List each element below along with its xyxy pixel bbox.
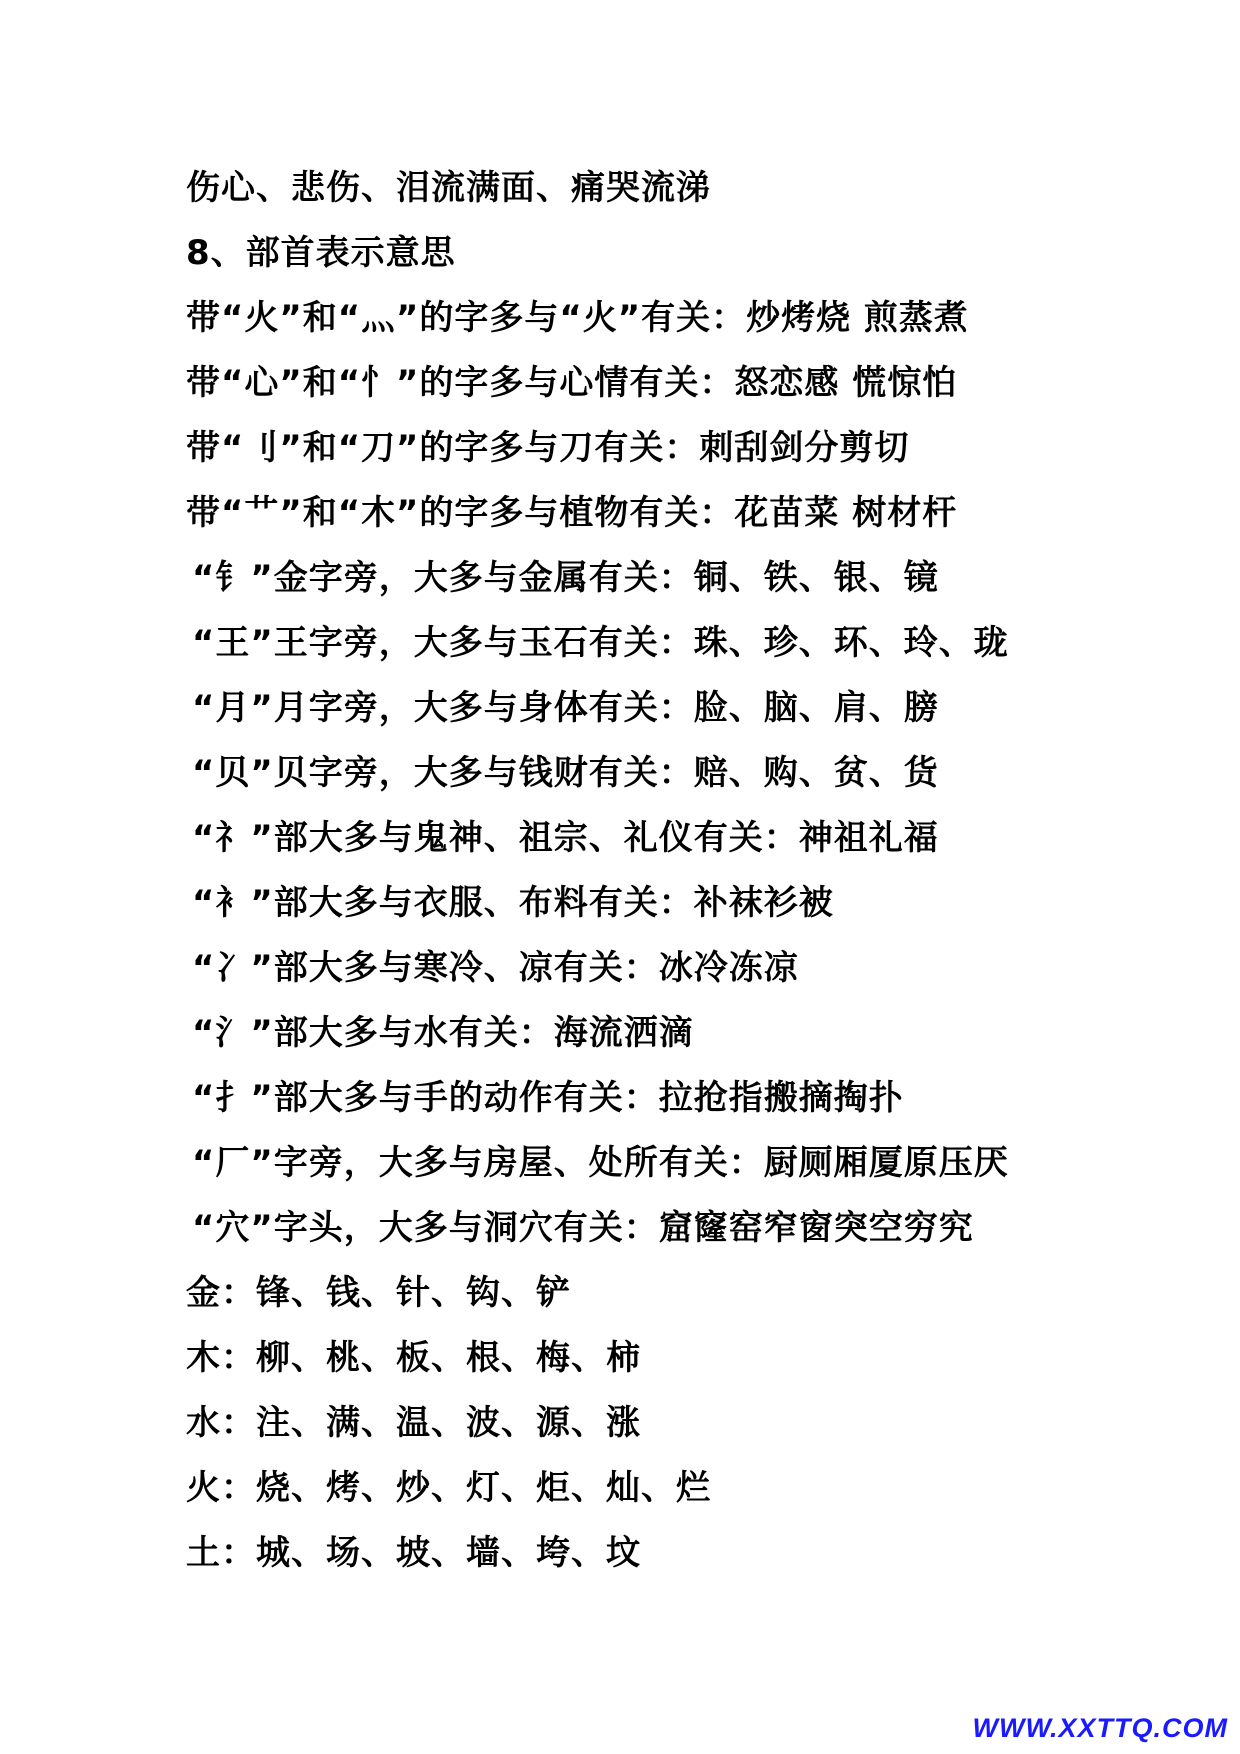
text-line: 带“刂”和“刀”的字多与刀有关：刺刮剑分剪切 bbox=[186, 428, 910, 468]
text-line: 火：烧、烤、炒、灯、炬、灿、烂 bbox=[186, 1468, 711, 1508]
text-line: “月”月字旁，大多与身体有关：脸、脑、肩、膀 bbox=[192, 688, 939, 728]
text-line: “厂”字旁，大多与房屋、处所有关：厨厕厢厦原压厌 bbox=[192, 1143, 1009, 1183]
text-line: 伤心、悲伤、泪流满面、痛哭流涕 bbox=[186, 168, 711, 208]
text-line: “钅”金字旁，大多与金属有关：铜、铁、银、镜 bbox=[192, 558, 939, 598]
text-line: “礻”部大多与鬼神、祖宗、礼仪有关：神祖礼福 bbox=[192, 818, 939, 858]
text-line: 带“火”和“灬”的字多与“火”有关：炒烤烧 煎蒸煮 bbox=[186, 298, 969, 338]
text-line: 带“心”和“忄”的字多与心情有关：怒恋感 慌惊怕 bbox=[186, 363, 958, 403]
text-line: 水：注、满、温、波、源、涨 bbox=[186, 1403, 641, 1443]
text-body bbox=[186, 156, 1146, 1586]
text-line: “穴”字头，大多与洞穴有关：窟窿窑窄窗突空穷究 bbox=[192, 1208, 974, 1248]
text-line: “冫”部大多与寒冷、凉有关：冰冷冻凉 bbox=[192, 948, 799, 988]
text-line: “王”王字旁，大多与玉石有关：珠、珍、环、玲、珑 bbox=[192, 623, 1009, 663]
text-line: “贝”贝字旁，大多与钱财有关：赔、购、贫、货 bbox=[192, 753, 939, 793]
text-line: 木：柳、桃、板、根、梅、柿 bbox=[186, 1338, 641, 1378]
text-line: “衤”部大多与衣服、布料有关：补袜衫被 bbox=[192, 883, 834, 923]
text-line: 金：锋、钱、针、钩、铲 bbox=[186, 1273, 571, 1313]
text-line: “扌”部大多与手的动作有关：拉抢指搬摘掏扑 bbox=[192, 1078, 904, 1118]
watermark-url: WWW.XXTTQ.COM bbox=[972, 1713, 1228, 1743]
section-heading: 8、部首表示意思 bbox=[186, 233, 456, 273]
text-line: “氵”部大多与水有关：海流洒滴 bbox=[192, 1013, 694, 1053]
text-line: 土：城、场、坡、墙、垮、坟 bbox=[186, 1533, 641, 1573]
text-line: 带“艹”和“木”的字多与植物有关：花苗菜 树材杆 bbox=[186, 493, 958, 533]
